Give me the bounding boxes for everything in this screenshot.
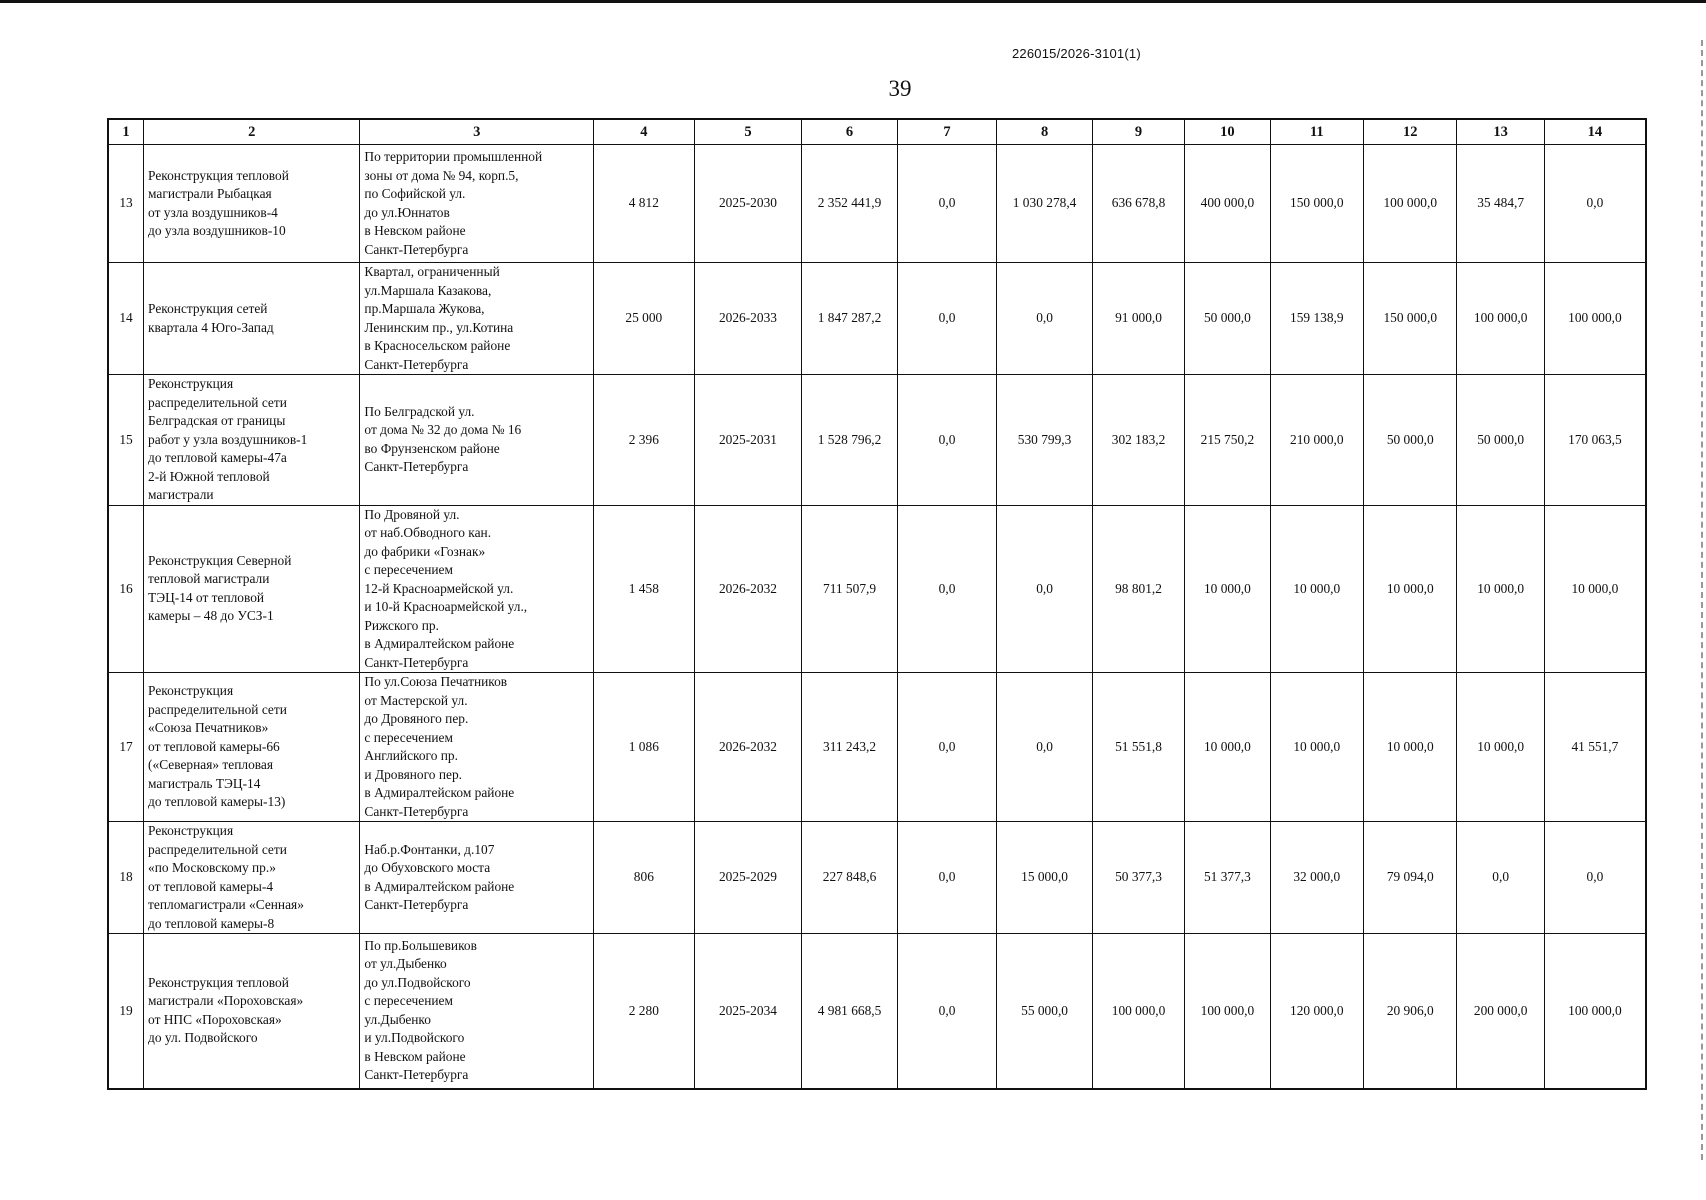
value-cell-8: 1 030 278,4 [997, 145, 1092, 263]
object-location-line: По ул.Союза Печатников [364, 674, 508, 689]
value-cell-13: 100 000,0 [1457, 263, 1544, 375]
value-cell-8: 0,0 [997, 673, 1092, 822]
object-name-line: магистрали «Пороховская» [148, 993, 304, 1009]
value-cell-14: 170 063,5 [1544, 375, 1646, 506]
object-location-line: до ул.Юннатов [364, 204, 450, 220]
object-name-line: ТЭЦ-14 от тепловой [148, 589, 265, 605]
object-name-line: тепловой магистрали [148, 571, 270, 587]
value-cell-11: 32 000,0 [1270, 822, 1363, 934]
column-header-13: 13 [1457, 119, 1544, 145]
value-cell-13: 10 000,0 [1457, 673, 1544, 822]
value-cell-4: 1 458 [594, 505, 695, 673]
object-name-line: распределительной сети [148, 841, 287, 857]
value-cell-10: 215 750,2 [1185, 375, 1270, 506]
table-row [108, 673, 1646, 822]
value-cell-8: 0,0 [997, 263, 1092, 375]
value-cell-7: 0,0 [897, 505, 997, 673]
object-location [360, 375, 594, 506]
object-location-line: Ленинским пр., ул.Котина [364, 319, 514, 335]
object-name-line: квартала 4 Юго-Запад [148, 319, 274, 335]
value-cell-5: 2026-2033 [694, 263, 802, 375]
object-name-line: Белградская от границы [148, 413, 286, 428]
object-name-line: камеры – 48 до УСЗ-1 [148, 608, 274, 624]
value-cell-6: 311 243,2 [802, 673, 897, 822]
object-location-line: Наб.р.Фонтанки, д.107 [364, 841, 495, 857]
object-name-line: Реконструкция тепловой [148, 167, 289, 183]
object-location-line: во Фрунзенском районе [364, 440, 500, 456]
table-row [108, 934, 1646, 1089]
table-row [108, 375, 1646, 506]
value-cell-10: 10 000,0 [1185, 505, 1270, 673]
object-location-line: с пересечением [364, 562, 453, 577]
value-cell-4: 4 812 [594, 145, 695, 263]
value-cell-12: 100 000,0 [1364, 145, 1457, 263]
object-location-line: 12-й Красноармейской ул. [364, 580, 514, 596]
row-number: 17 [108, 673, 144, 822]
object-name-line: «Союза Печатников» [148, 720, 269, 736]
object-name [144, 934, 360, 1089]
object-location-line: в Невском районе [364, 1048, 466, 1064]
object-location-line: и Дровяного пер. [364, 766, 462, 782]
value-cell-12: 79 094,0 [1364, 822, 1457, 934]
object-name [144, 673, 360, 822]
works-table [107, 118, 1647, 1090]
table-row [108, 822, 1646, 934]
value-cell-9: 50 377,3 [1092, 822, 1184, 934]
object-name-line: от узла воздушников-4 [148, 204, 278, 220]
object-name-line: до узла воздушников-10 [148, 223, 286, 238]
object-name-line: тепломагистрали «Сенная» [148, 897, 304, 912]
object-location-line: Рижского пр. [364, 617, 439, 633]
object-location-line: Санкт-Петербурга [364, 1067, 469, 1083]
object-name-line: Реконструкция сетей [148, 301, 268, 316]
table-row [108, 505, 1646, 673]
value-cell-13: 35 484,7 [1457, 145, 1544, 263]
column-header-7: 7 [897, 119, 997, 145]
object-location-line: пр.Маршала Жукова, [364, 301, 485, 316]
object-name-line: Реконструкция тепловой [148, 974, 289, 990]
value-cell-8: 530 799,3 [997, 375, 1092, 506]
object-location-line: и 10-й Красноармейской ул., [364, 599, 528, 614]
page-number: 39 [888, 76, 912, 101]
value-cell-12: 50 000,0 [1364, 375, 1457, 506]
value-cell-6: 1 847 287,2 [802, 263, 897, 375]
object-name-line: до ул. Подвойского [148, 1030, 258, 1046]
object-name [144, 822, 360, 934]
row-number: 14 [108, 263, 144, 375]
object-location-line: Санкт-Петербурга [364, 356, 469, 372]
row-number: 16 [108, 505, 144, 673]
object-name-line: («Северная» тепловая [148, 757, 274, 773]
object-location-line: По Белградской ул. [364, 403, 475, 419]
object-location [360, 822, 594, 934]
value-cell-4: 1 086 [594, 673, 695, 822]
object-name [144, 375, 360, 506]
value-cell-6: 227 848,6 [802, 822, 897, 934]
value-cell-8: 55 000,0 [997, 934, 1092, 1089]
row-number: 19 [108, 934, 144, 1089]
object-name-line: распределительной сети [148, 701, 287, 717]
object-location [360, 145, 594, 263]
object-name-line: до тепловой камеры-8 [148, 915, 275, 931]
object-location [360, 673, 594, 822]
table-body [108, 145, 1646, 1089]
value-cell-7: 0,0 [897, 934, 997, 1089]
value-cell-7: 0,0 [897, 673, 997, 822]
object-name-line: «по Московскому пр.» [148, 860, 276, 875]
value-cell-11: 210 000,0 [1270, 375, 1363, 506]
column-header-10: 10 [1185, 119, 1270, 145]
object-name-line: от тепловой камеры-4 [148, 878, 274, 894]
value-cell-7: 0,0 [897, 822, 997, 934]
column-header-1: 1 [108, 119, 144, 145]
object-location-line: Квартал, ограниченный [364, 264, 500, 279]
table-row [108, 145, 1646, 263]
object-location-line: в Красносельском районе [364, 338, 511, 353]
value-cell-5: 2025-2031 [694, 375, 802, 506]
object-location-line: по Софийской ул. [364, 186, 466, 201]
object-name-line: работ у узла воздушников-1 [148, 431, 308, 447]
value-cell-10: 400 000,0 [1185, 145, 1270, 263]
object-location-line: в Адмиралтейском районе [364, 785, 515, 800]
object-location [360, 505, 594, 673]
value-cell-5: 2025-2029 [694, 822, 802, 934]
object-name-line: магистрали Рыбацкая [148, 186, 272, 201]
value-cell-10: 51 377,3 [1185, 822, 1270, 934]
value-cell-14: 10 000,0 [1544, 505, 1646, 673]
value-cell-5: 2025-2034 [694, 934, 802, 1089]
row-number: 18 [108, 822, 144, 934]
column-header-12: 12 [1364, 119, 1457, 145]
object-location-line: от Мастерской ул. [364, 692, 468, 708]
value-cell-14: 0,0 [1544, 145, 1646, 263]
value-cell-10: 100 000,0 [1185, 934, 1270, 1089]
object-name-line: магистраль ТЭЦ-14 [148, 775, 261, 791]
object-location-line: Санкт-Петербурга [364, 897, 469, 912]
object-location-line: с пересечением [364, 993, 453, 1009]
object-location-line: от ул.Дыбенко [364, 956, 447, 972]
column-header-5: 5 [694, 119, 802, 145]
object-location-line: По пр.Большевиков [364, 937, 477, 953]
value-cell-7: 0,0 [897, 375, 997, 506]
column-header-4: 4 [594, 119, 695, 145]
value-cell-11: 10 000,0 [1270, 673, 1363, 822]
value-cell-14: 100 000,0 [1544, 263, 1646, 375]
value-cell-9: 302 183,2 [1092, 375, 1184, 506]
object-location-line: По Дровяной ул. [364, 506, 460, 522]
object-location-line: Санкт-Петербурга [364, 803, 469, 819]
object-location-line: Санкт-Петербурга [364, 654, 469, 670]
object-location-line: зоны от дома № 94, корп.5, [364, 167, 519, 183]
object-location-line: в Адмиралтейском районе [364, 636, 515, 651]
column-header-8: 8 [997, 119, 1092, 145]
value-cell-7: 0,0 [897, 263, 997, 375]
header-row [108, 119, 1646, 145]
object-location-line: ул.Дыбенко [364, 1011, 431, 1027]
value-cell-4: 25 000 [594, 263, 695, 375]
column-header-2: 2 [144, 119, 360, 145]
object-name [144, 505, 360, 673]
object-name-line: распределительной сети [148, 394, 287, 410]
value-cell-12: 20 906,0 [1364, 934, 1457, 1089]
value-cell-12: 10 000,0 [1364, 505, 1457, 673]
value-cell-14: 100 000,0 [1544, 934, 1646, 1089]
top-border-rule [0, 0, 1706, 3]
value-cell-8: 0,0 [997, 505, 1092, 673]
object-location [360, 934, 594, 1089]
object-name-line: Реконструкция [148, 683, 234, 699]
value-cell-11: 10 000,0 [1270, 505, 1363, 673]
object-location-line: Английского пр. [364, 748, 458, 763]
column-header-3: 3 [360, 119, 594, 145]
value-cell-8: 15 000,0 [997, 822, 1092, 934]
object-location-line: в Невском районе [364, 223, 466, 238]
object-location-line: По территории промышленной [364, 149, 543, 164]
object-name-line: магистрали [148, 487, 214, 502]
value-cell-13: 0,0 [1457, 822, 1544, 934]
object-location-line: с пересечением [364, 729, 453, 745]
object-location-line: до ул.Подвойского [364, 974, 471, 990]
value-cell-9: 91 000,0 [1092, 263, 1184, 375]
object-location-line: от дома № 32 до дома № 16 [364, 422, 522, 438]
value-cell-14: 41 551,7 [1544, 673, 1646, 822]
value-cell-14: 0,0 [1544, 822, 1646, 934]
object-location [360, 263, 594, 375]
value-cell-9: 51 551,8 [1092, 673, 1184, 822]
column-header-9: 9 [1092, 119, 1184, 145]
value-cell-6: 1 528 796,2 [802, 375, 897, 506]
object-name-line: до тепловой камеры-13) [148, 794, 286, 810]
row-number: 13 [108, 145, 144, 263]
object-name [144, 145, 360, 263]
value-cell-12: 10 000,0 [1364, 673, 1457, 822]
object-name-line: Реконструкция [148, 376, 234, 391]
value-cell-13: 200 000,0 [1457, 934, 1544, 1089]
object-name-line: Реконструкция Северной [148, 552, 292, 568]
object-name-line: 2-й Южной тепловой [148, 468, 270, 484]
value-cell-9: 98 801,2 [1092, 505, 1184, 673]
object-name-line: Реконструкция [148, 823, 234, 838]
value-cell-6: 4 981 668,5 [802, 934, 897, 1089]
object-location-line: до Обуховского моста [364, 860, 491, 875]
object-location-line: и ул.Подвойского [364, 1030, 465, 1046]
value-cell-4: 2 396 [594, 375, 695, 506]
object-name-line: до тепловой камеры-47а [148, 450, 287, 465]
value-cell-6: 711 507,9 [802, 505, 897, 673]
value-cell-11: 150 000,0 [1270, 145, 1363, 263]
value-cell-9: 636 678,8 [1092, 145, 1184, 263]
value-cell-12: 150 000,0 [1364, 263, 1457, 375]
value-cell-10: 10 000,0 [1185, 673, 1270, 822]
value-cell-10: 50 000,0 [1185, 263, 1270, 375]
value-cell-5: 2026-2032 [694, 673, 802, 822]
object-location-line: от наб.Обводного кан. [364, 525, 492, 540]
value-cell-4: 806 [594, 822, 695, 934]
object-location-line: Санкт-Петербурга [364, 241, 469, 257]
value-cell-4: 2 280 [594, 934, 695, 1089]
column-header-11: 11 [1270, 119, 1363, 145]
column-header-14: 14 [1544, 119, 1646, 145]
value-cell-5: 2025-2030 [694, 145, 802, 263]
object-name-line: от тепловой камеры-66 [148, 738, 280, 754]
object-location-line: до Дровяного пер. [364, 711, 469, 726]
value-cell-11: 120 000,0 [1270, 934, 1363, 1089]
scan-edge-artifact [1700, 40, 1703, 1160]
document-number: 226015/2026-3101(1) [1012, 46, 1141, 61]
object-location-line: ул.Маршала Казакова, [364, 282, 492, 298]
value-cell-9: 100 000,0 [1092, 934, 1184, 1089]
value-cell-5: 2026-2032 [694, 505, 802, 673]
value-cell-11: 159 138,9 [1270, 263, 1363, 375]
value-cell-6: 2 352 441,9 [802, 145, 897, 263]
value-cell-13: 10 000,0 [1457, 505, 1544, 673]
row-number: 15 [108, 375, 144, 506]
value-cell-7: 0,0 [897, 145, 997, 263]
object-name-line: от НПС «Пороховская» [148, 1011, 282, 1027]
column-header-6: 6 [802, 119, 897, 145]
object-location-line: Санкт-Петербурга [364, 459, 469, 475]
table-row [108, 263, 1646, 375]
object-location-line: до фабрики «Гознак» [364, 543, 486, 559]
object-name [144, 263, 360, 375]
value-cell-13: 50 000,0 [1457, 375, 1544, 506]
object-location-line: в Адмиралтейском районе [364, 878, 515, 894]
